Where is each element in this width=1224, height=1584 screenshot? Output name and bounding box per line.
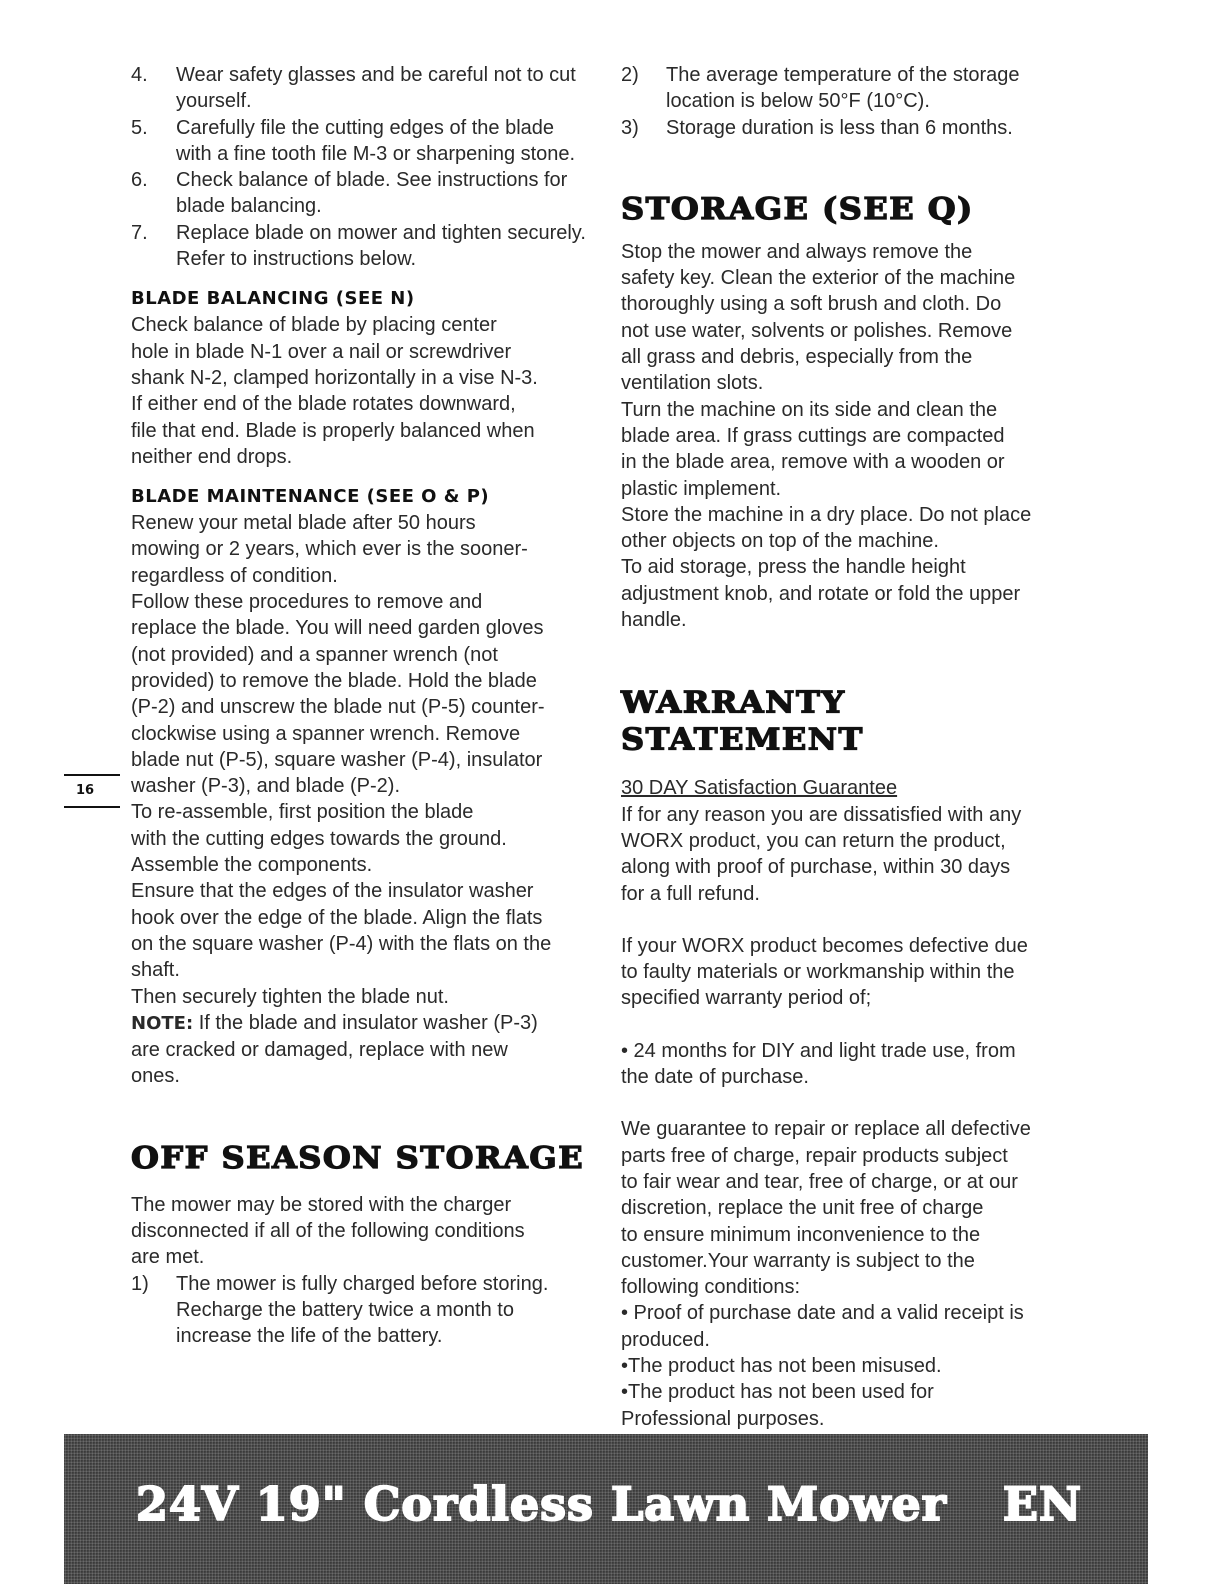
footer-banner — [64, 1434, 1148, 1584]
step-list — [131, 62, 593, 272]
list-item: 4. Wear safety glasses and be careful not to cut yourself. — [131, 64, 576, 113]
storage-heading: STORAGE (SEE Q) — [621, 191, 974, 227]
note-label: NOTE: — [131, 1012, 194, 1034]
guarantee-title: 30 DAY Satisfaction Guarantee — [621, 777, 898, 800]
off-season-text: The mower may be stored with the charger disconnected if all of the following conditions are met. — [131, 1193, 525, 1269]
warranty-para-2: If your WORX product becomes defective due to faulty materials or workmanship within the specified warranty period of; — [621, 934, 1028, 1010]
page-number-marker — [64, 774, 120, 808]
warranty-para-1: If for any reason you are dissatisfied with any WORX product, you can return the product, along with proof of purchase, within 30 days for a full refund. — [621, 803, 1022, 905]
list-item: 6. Check balance of blade. See instructions for blade balancing. — [131, 169, 568, 218]
list-item: 3) Storage duration is less than 6 months. — [621, 116, 1013, 139]
storage-text: Stop the mower and always remove the safety key. Clean the exterior of the machine thoroughly using a soft brush and cloth. Do not use water, solvents or polishes. Remove all grass and debris, especially from the ventilation slots. Turn the machine on its side and clean the blade area. If grass cuttings are compacted in the blade area, remove with a wooden or plastic implement. Store the machine in a dry place. Do not place other objects on top of the machine. To aid storage, press the handle height adjustment knob, and rotate or fold the upper handle. — [621, 240, 1032, 632]
left-column — [131, 62, 593, 1349]
language-code: EN — [1002, 1477, 1082, 1531]
blade-balancing-text: Check balance of blade by placing center hole in blade N-1 over a nail or screwdriver shank N-2, clamped horizontally in a vise N-3. If either end of the blade rotates downward, file that end. Blade is properly balanced when neither end drops. — [131, 314, 538, 468]
off-season-storage-heading: OFF SEASON STORAGE — [131, 1140, 585, 1176]
list-item: 7. Replace blade on mower and tighten securely. Refer to instructions below. — [131, 221, 586, 271]
blade-maintenance-heading: BLADE MAINTENANCE (SEE O & P) — [131, 486, 490, 508]
warranty-para-3: • 24 months for DIY and light trade use, from the date of purchase. — [621, 1039, 1016, 1089]
list-item: 1) The mower is fully charged before storing. Recharge the battery twice a month to increase the life of the battery. — [131, 1272, 549, 1348]
blade-maintenance-text: Renew your metal blade after 50 hours mowing or 2 years, which ever is the sooner- regardless of condition. Follow these procedures to remove and replace the blade. You will need garden gloves (not provided) and a spanner wrench (not provided) to remove the blade. Hold the blade (P-2) and unscrew the blade nut (P-5) counter- clockwise using a spanner wrench. Remove blade nut (P-5), square washer (P-4), insulator washer (P-3), and blade (P-2). To re-assemble, first position the blade with the cutting edges towards the ground. Assemble the components. Ensure that the edges of the insulator washer hook over the edge of the blade. Align the flats on the square washer (P-4) with the flats on the shaft. Then securely tighten the blade nut. NOTE: If the blade and insulator washer (P-3) are cracked or damaged, replace with new ones. — [131, 512, 552, 1088]
conditions-list — [131, 1271, 593, 1350]
list-item: 5. Carefully file the cutting edges of the blade with a fine tooth file M-3 or sharpening stone. — [131, 116, 576, 165]
list-item: 2) The average temperature of the storage location is below 50°F (10°C). — [621, 64, 1020, 113]
product-title: 24V 19" Cordless Lawn Mower — [136, 1477, 947, 1531]
page-number: 16 — [76, 783, 95, 798]
divider — [64, 806, 120, 808]
warranty-heading: WARRANTY STATEMENT — [621, 685, 864, 758]
right-column — [621, 62, 1071, 1432]
blade-balancing-heading: BLADE BALANCING (SEE N) — [131, 288, 415, 310]
warranty-para-4: We guarantee to repair or replace all defective parts free of charge, repair products subject to fair wear and tear, free of charge, or at our discretion, replace the unit free of charge to ensure minimum inconvenience to the customer.Your warranty is subject to the following conditions: • Proof of purchase date and a valid receipt is produced. •The product has not been misused. •The product has not been used for Professional purposes. — [621, 1118, 1031, 1430]
conditions-list-continued — [621, 62, 1071, 141]
